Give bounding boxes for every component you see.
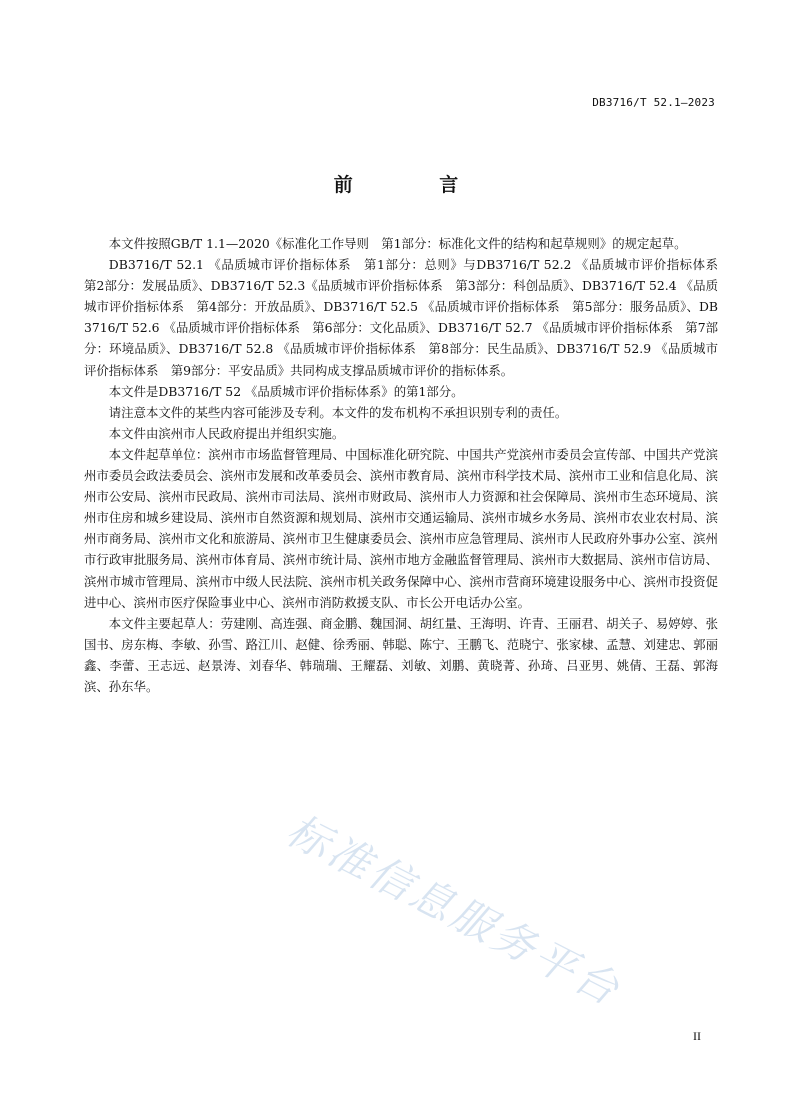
paragraph-part-statement: 本文件是DB3716/T 52 《品质城市评价指标体系》的第1部分。	[108, 383, 464, 399]
page-number: II	[693, 1029, 701, 1043]
foreword-body	[84, 233, 731, 697]
page-title: 前 言	[333, 174, 499, 196]
watermark: 标准信息服务平台	[279, 805, 630, 1016]
paragraph-drafting-units: 本文件起草单位：滨州市市场监督管理局、中国标准化研究院、中国共产党滨州市委员会宣传部、中国共产党滨州市委员会政法委员会、滨州市发展和改革委员会、滨州市教育局、滨州市科学技术局、滨州市工业和信息化局、滨州市公安局、滨州市民政局、滨州市司法局、滨州市财政局、滨州市人力资源和社会保障局、滨州市生态环境局、滨州市住房和城乡建设局、滨州市自然资源和规划局、滨州市交通运输局、滨州市城乡水务局、滨州市农业农村局、滨州市商务局、滨州市文化和旅游局、滨州市卫生健康委员会、滨州市应急管理局、滨州市人民政府外事办公室、滨州市行政审批服务局、滨州市体育局、滨州市统计局、滨州市地方金融监督管理局、滨州市大数据局、滨州市信访局、滨州市城市管理局、滨州市中级人民法院、滨州市机关政务保障中心、滨州市营商环境建设服务中心、滨州市投资促进中心、滨州市医疗保险事业中心、滨州市消防救援支队、市长公开电话办公室。	[84, 446, 718, 610]
paragraph-patent-notice: 请注意本文件的某些内容可能涉及专利。本文件的发布机构不承担识别专利的责任。	[108, 404, 568, 420]
paragraph-drafting-rules: 本文件按照GB/T 1.1—2020《标准化工作导则 第1部分：标准化文件的结构和起草规则》的规定起草。	[108, 236, 687, 251]
standard-code: DB3716/T 52.1—2023	[592, 96, 715, 109]
paragraph-drafters: 本文件主要起草人：劳建刚、高连强、商金鹏、魏国洞、胡红量、王海明、许青、王丽君、胡关子、易婷婷、张国书、房东梅、李敏、孙雪、路江川、赵健、徐秀丽、韩聪、陈宁、王鹏飞、范晓宁、张家棣、孟慧、刘建忠、郭丽鑫、李蕾、王志远、赵景涛、刘春华、韩瑞瑞、王耀磊、刘敏、刘鹏、黄晓菁、孙琦、吕亚男、姚倩、王磊、郭海滨、孙东华。	[84, 615, 718, 694]
paragraph-proposer: 本文件由滨州市人民政府提出并组织实施。	[108, 425, 345, 441]
paragraph-series-composition: DB3716/T 52.1 《品质城市评价指标体系 第1部分：总则》与DB3716/T 52.2 《品质城市评价指标体系 第2部分：发展品质》、DB3716/T 52.3《品质城市评价指标体系 第3部分：科创品质》、DB3716/T 52.4 《品质城市评价指标体系 第4部分：开放品质》、DB3716/T 52.5 《品质城市评价指标体系 第5部分：服务品质》、DB3716/T 52.6 《品质城市评价指标体系 第6部分：文化品质》、DB3716/T 52.7 《品质城市评价指标体系 第7部分：环境品质》、DB3716/T 52.8 《品质城市评价指标体系 第8部分：民生品质》、DB3716/T 52.9 《品质城市评价指标体系 第9部分：平安品质》共同构成支撑品质城市评价的指标体系。	[84, 257, 731, 378]
